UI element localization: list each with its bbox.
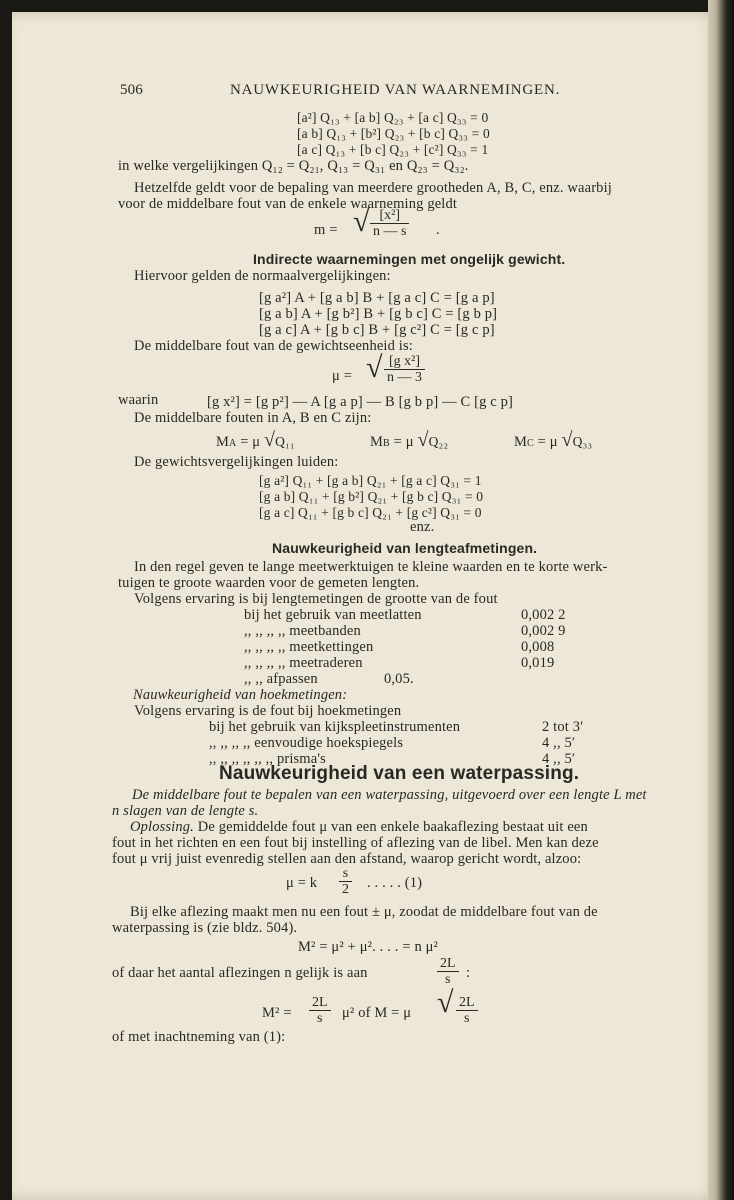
row-label: ,, ,, afpassen [244, 671, 318, 687]
subsection-title: Nauwkeurigheid van hoekmetingen: [133, 687, 348, 703]
text-line: Hiervoor gelden de normaalvergelijkingen: [134, 268, 391, 284]
text-line: In den regel geven te lange meetwerktuigen te kleine waarden en te korte werk- [134, 559, 608, 575]
equation-line: [g a²] Q₁₁ + [g a b] Q₂₁ + [g a c] Q₃₁ = 1 [259, 473, 482, 488]
formula-m-lhs: m = [314, 222, 338, 238]
formula-lhs: μ = k [286, 875, 318, 891]
text-line: De gewichtsvergelijkingen luiden: [134, 454, 339, 470]
text-line: of daar het aantal aflezingen n gelijk is aan [112, 965, 368, 981]
formula-mid: μ² of M = μ [342, 1005, 412, 1021]
fraction [370, 208, 409, 239]
symbol: M [370, 434, 384, 450]
section-heading: Indirecte waarnemingen met ongelijk gewicht. [253, 251, 566, 267]
numerator: [g x²] [384, 354, 425, 370]
row-label: ,, ,, ,, ,, meetkettingen [244, 639, 374, 655]
text-line: voor de middelbare fout van de enkele waarneming geldt [118, 196, 458, 212]
radical-sign: √ [437, 986, 454, 1019]
text-line: waterpassing is (zie bldz. 504). [112, 920, 298, 936]
text-line: Volgens ervaring is de fout bij hoekmetingen [134, 703, 402, 719]
colon: : [466, 965, 471, 981]
sqrt-glyph: √ [417, 429, 429, 451]
row-label: bij het gebruik van meetlatten [244, 607, 422, 623]
radical-sign: √ [366, 351, 383, 384]
denominator: s [317, 1011, 323, 1026]
text-line: Volgens ervaring is bij lengtemetingen de grootte van de fout [134, 591, 498, 607]
formula-ma [216, 429, 295, 452]
text-line: fout in het richten en een fout bij instelling of aflezing van de libel. Men kan deze [112, 835, 599, 851]
text-line: Hetzelfde geldt voor de bepaling van meerdere grootheden A, B, C, enz. waarbij [134, 180, 612, 196]
row-label: ,, ,, ,, ,, meetbanden [244, 623, 361, 639]
equals-mu: = μ [240, 434, 261, 450]
equation-line: [a²] Q₁₃ + [a b] Q₂₃ + [a c] Q₃₃ = 0 [297, 110, 489, 125]
text-line: De middelbare fout van de gewichtseenheid is: [134, 338, 413, 354]
fraction [309, 995, 331, 1026]
row-label: ,, ,, ,, ,, eenvoudige hoekspiegels [209, 735, 404, 751]
page-number: 506 [120, 82, 143, 98]
fraction [384, 354, 425, 385]
row-value: 0,05. [384, 671, 414, 687]
row-label: bij het gebruik van kijkspleetinstrumenten [209, 719, 461, 735]
subscript: C [527, 438, 534, 449]
row-value: 2 tot 3′ [542, 719, 584, 735]
book-spine-shadow [708, 0, 734, 1200]
numerator: s [339, 866, 352, 882]
text-line: n slagen van de lengte s. [112, 803, 259, 819]
numerator: 2L [437, 956, 459, 972]
denominator: n — 3 [387, 370, 422, 385]
sqrt-glyph: √ [561, 429, 573, 451]
text-line: of met inachtneming van (1): [112, 1029, 286, 1045]
equation-line: [g a b] Q₁₁ + [g b²] Q₂₁ + [g b c] Q₃₁ = 0 [259, 489, 484, 504]
equation-line: [g a b] A + [g b²] B + [g b c] C = [g b p] [259, 306, 498, 322]
row-value: 4 ,, 5′ [542, 735, 576, 751]
symbol: M [216, 434, 230, 450]
text-line: De middelbare fout te bepalen van een waterpassing, uitgevoerd over een lengte L met [132, 787, 647, 803]
numerator: 2L [456, 995, 478, 1011]
text-line: Bij elke aflezing maakt men nu een fout ± μ, zoodat de middelbare fout van de [130, 904, 598, 920]
radical-sign: √ [353, 205, 370, 238]
formula-mc [514, 429, 593, 452]
denominator: 2 [342, 882, 349, 897]
equation-line: [g x²] = [g p²] — A [g a p] — B [g b p] — C [g c p] [207, 394, 514, 410]
q-term: Q₂₂ [428, 434, 449, 449]
row-value: 0,002 9 [521, 623, 566, 639]
row-value: 0,008 [521, 639, 555, 655]
formula-lhs: M² = [262, 1005, 292, 1021]
section-heading: Nauwkeurigheid van lengteafmetingen. [272, 540, 538, 556]
q-term: Q₃₃ [572, 434, 593, 449]
denominator: s [445, 972, 451, 987]
equals-mu: = μ [537, 434, 558, 450]
solution-text: De gemiddelde fout μ van een enkele baakaflezing bestaat uit een [193, 819, 588, 835]
fraction [437, 956, 459, 987]
equation-line: [a c] Q₁₃ + [b c] Q₂₃ + [c²] Q₃₃ = 1 [297, 142, 489, 157]
equals-mu: = μ [393, 434, 414, 450]
text-line: fout μ vrij juist evenredig stellen aan den afstand, waarop gericht wordt, alzoo: [112, 851, 582, 867]
row-value: 0,002 2 [521, 607, 566, 623]
row-label: ,, ,, ,, ,, meetraderen [244, 655, 363, 671]
row-value: 4 ,, 5′ [542, 751, 576, 767]
fraction [339, 866, 352, 897]
equation-line: [g a c] Q₁₁ + [g b c] Q₂₁ + [g c²] Q₃₁ = 0 [259, 505, 482, 520]
formula-mb [370, 429, 449, 452]
q-term: Q₁₁ [275, 434, 295, 449]
text-line: tuigen te groote waarden voor de gemeten lengten. [118, 575, 420, 591]
denominator: n — s [373, 224, 407, 239]
denominator: s [464, 1011, 470, 1026]
equation-line: [g a c] A + [g b c] B + [g c²] C = [g c p] [259, 322, 495, 338]
sqrt-glyph: √ [264, 429, 276, 451]
fraction [456, 995, 478, 1026]
text-line: waarin [118, 392, 159, 408]
equation-tag: . . . . . (1) [367, 875, 423, 891]
subscript: B [383, 438, 390, 449]
running-head: NAUWKEURIGHEID VAN WAARNEMINGEN. [230, 82, 561, 98]
formula-mu-lhs: μ = [332, 368, 353, 384]
equation-line: M² = μ² + μ². . . . = n μ² [298, 939, 439, 955]
text-line: De middelbare fouten in A, B en C zijn: [134, 410, 372, 426]
period: . [436, 222, 440, 238]
text-line: in welke vergelijkingen Q₁₂ = Q₂₁, Q₁₃ = Q₃₁ en Q₂₃ = Q₃₂. [118, 158, 469, 174]
symbol: M [514, 434, 528, 450]
equation-line: [g a²] A + [g a b] B + [g a c] C = [g a p] [259, 290, 495, 306]
equation-line: [a b] Q₁₃ + [b²] Q₂₃ + [b c] Q₃₃ = 0 [297, 126, 490, 141]
numerator: 2L [309, 995, 331, 1011]
text-line [130, 819, 588, 835]
subscript: A [229, 438, 237, 449]
row-value: 0,019 [521, 655, 555, 671]
section-heading: Nauwkeurigheid van een waterpassing. [219, 763, 580, 784]
row-label: ,, ,, ,, ,, ,, ,, prisma's [209, 751, 326, 767]
numerator: [x²] [370, 208, 409, 224]
text-line: enz. [410, 519, 435, 535]
solution-label: Oplossing. [130, 819, 194, 835]
